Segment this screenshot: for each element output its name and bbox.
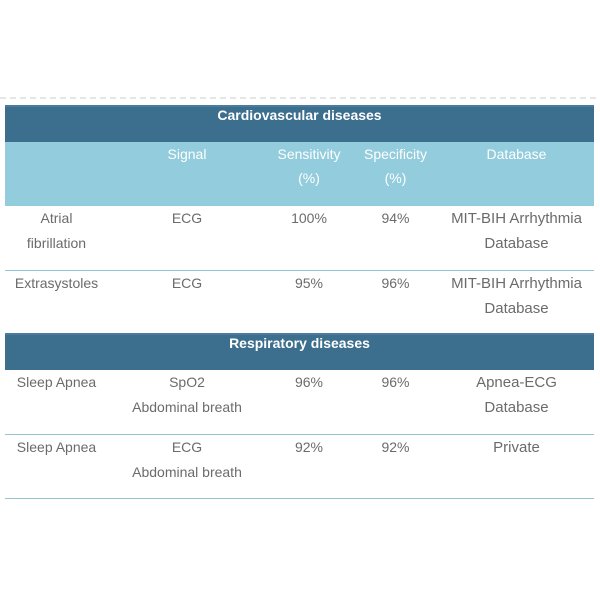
specificity-cell: 96%	[352, 270, 439, 334]
section-title: Cardiovascular diseases	[5, 106, 594, 142]
signal-cell: ECG	[108, 206, 266, 270]
signal-cell: ECG Abdominal breath	[108, 434, 266, 498]
sensitivity-cell: 100%	[266, 206, 352, 270]
column-header-specificity: Specificity (%)	[352, 142, 439, 206]
condition-cell: Sleep Apnea	[5, 370, 108, 434]
section-title: Respiratory diseases	[5, 334, 594, 370]
section-header-cardiovascular	[5, 106, 594, 142]
column-header-signal: Signal	[108, 142, 266, 206]
specificity-cell: 92%	[352, 434, 439, 498]
table-row	[5, 370, 594, 434]
condition-cell: Extrasystoles	[5, 270, 108, 334]
condition-cell: Atrial fibrillation	[5, 206, 108, 270]
decorative-divider	[0, 97, 600, 99]
specificity-cell: 96%	[352, 370, 439, 434]
database-cell: Private	[439, 434, 594, 498]
disease-detection-table	[5, 105, 594, 499]
database-cell: Apnea-ECG Database	[439, 370, 594, 434]
sensitivity-cell: 95%	[266, 270, 352, 334]
sensitivity-cell: 96%	[266, 370, 352, 434]
column-header-database: Database	[439, 142, 594, 206]
condition-cell: Sleep Apnea	[5, 434, 108, 498]
signal-cell: ECG	[108, 270, 266, 334]
sensitivity-cell: 92%	[266, 434, 352, 498]
database-cell: MIT-BIH Arrhythmia Database	[439, 270, 594, 334]
column-header-row	[5, 142, 594, 206]
table-row	[5, 434, 594, 498]
column-header-condition	[5, 142, 108, 206]
section-header-respiratory	[5, 334, 594, 370]
specificity-cell: 94%	[352, 206, 439, 270]
column-header-sensitivity: Sensitivity (%)	[266, 142, 352, 206]
signal-cell: SpO2 Abdominal breath	[108, 370, 266, 434]
table-row	[5, 206, 594, 270]
database-cell: MIT-BIH Arrhythmia Database	[439, 206, 594, 270]
table-row	[5, 270, 594, 334]
